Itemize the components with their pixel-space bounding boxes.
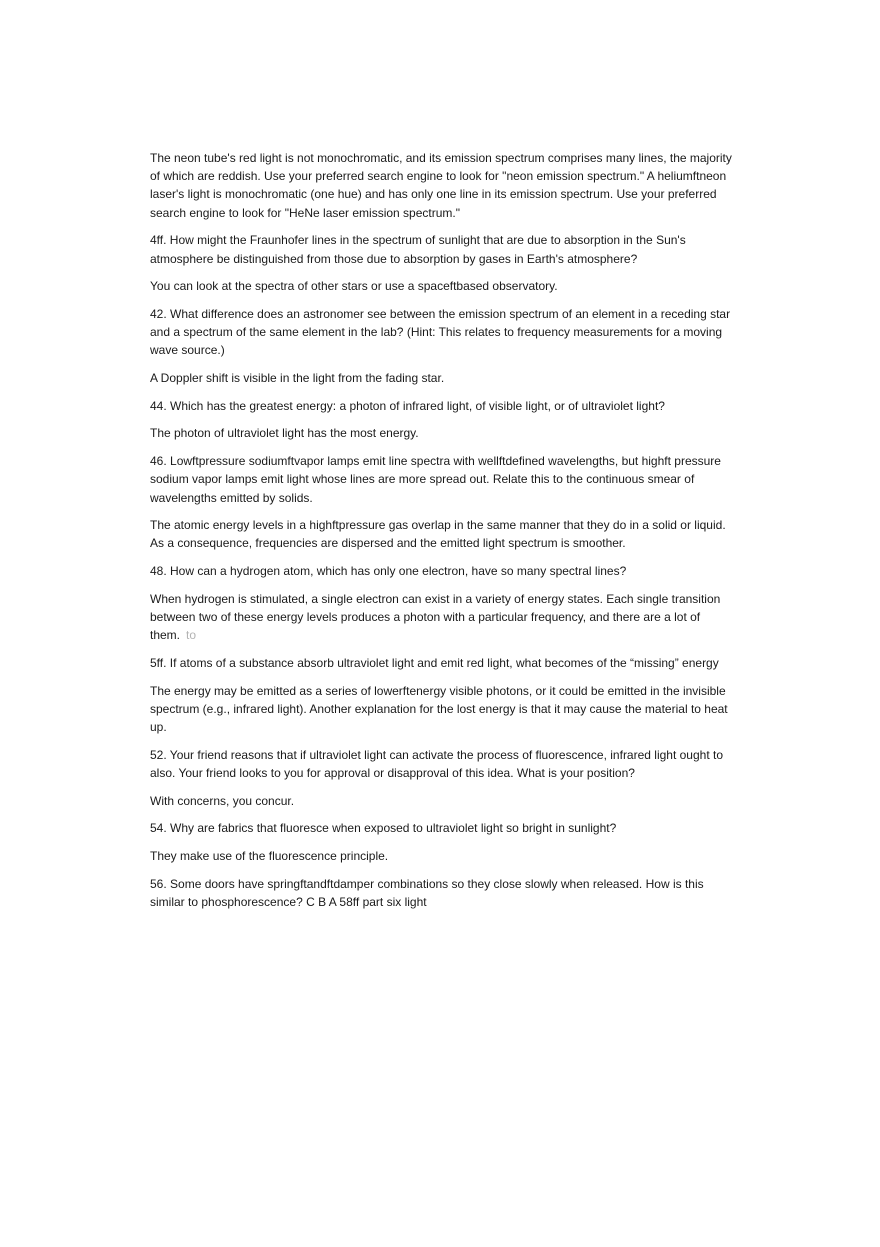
answer-48: When hydrogen is stimulated, a single electron can exist in a variety of energy states. Each single transition between two of these energy levels produces a photon with a particular frequency, and there are a lot of them. (150, 591, 721, 643)
question-54: 54. Why are fabrics that fluoresce when exposed to ultraviolet light so bright in sunlight? (150, 821, 617, 836)
question-42: 42. What difference does an astronomer see between the emission spectrum of an element in a receding star and a spectrum of the same element in the lab? (Hint: This relates to frequency measurements for a moving wave source.) (150, 306, 731, 358)
answer-48-wrapper (150, 590, 735, 645)
question-46: 46. Lowftpressure sodiumftvapor lamps emit line spectra with wellftdefined wavelengths, but highft pressure sodium vapor lamps emit light whose lines are more spread out. Relate this to the continuous smear of wavelengths emitted by solids. (150, 454, 721, 505)
answer-42: A Doppler shift is visible in the light from the fading star. (150, 371, 445, 386)
paragraph-neon-answer: The neon tube's red light is not monochromatic, and its emission spectrum comprises many lines, the majority of which are reddish. Use your preferred search engine to look for "neon emission spectrum." A heliumftneon laser's light is monochromatic (one hue) and has only one line in its emission spectrum. Use your preferred search engine to look for "HeNe laser emission spectrum." (150, 151, 732, 220)
question-50: 5ff. If atoms of a substance absorb ultraviolet light and emit red light, what becomes of the “missing” energy (150, 655, 719, 670)
question-40: 4ff. How might the Fraunhofer lines in the spectrum of sunlight that are due to absorption in the Sun's atmosphere be distinguished from those due to absorption by gases in Earth's atmosphere? (150, 233, 686, 266)
answer-54: They make use of the fluorescence principle. (150, 849, 389, 864)
question-52: 52. Your friend reasons that if ultraviolet light can activate the process of fluorescence, infrared light ought to also. Your friend looks to you for approval or disapproval of this idea. What is your position? (150, 747, 724, 780)
answer-40: You can look at the spectra of other stars or use a spaceftbased observatory. (150, 279, 558, 294)
faint-word: to (186, 628, 197, 643)
answer-50: The energy may be emitted as a series of lowerftenergy visible photons, or it could be emitted in the invisible spectrum (e.g., infrared light). Another explanation for the lost energy is that it may cause the material to heat up. (150, 683, 728, 735)
document-body (150, 149, 735, 921)
answer-46: The atomic energy levels in a highftpressure gas overlap in the same manner that they do in a solid or liquid. As a consequence, frequencies are dispersed and the emitted light spectrum is smoother. (150, 518, 726, 551)
answer-52: With concerns, you concur. (150, 793, 295, 808)
question-56: 56. Some doors have springftandftdamper combinations so they close slowly when released. How is this similar to phosphorescence? C B A 58ff part six light (150, 876, 704, 909)
question-44: 44. Which has the greatest energy: a photon of infrared light, of visible light, or of ultraviolet light? (150, 398, 665, 413)
answer-44: The photon of ultraviolet light has the most energy. (150, 426, 419, 441)
question-48: 48. How can a hydrogen atom, which has only one electron, have so many spectral lines? (150, 564, 627, 579)
